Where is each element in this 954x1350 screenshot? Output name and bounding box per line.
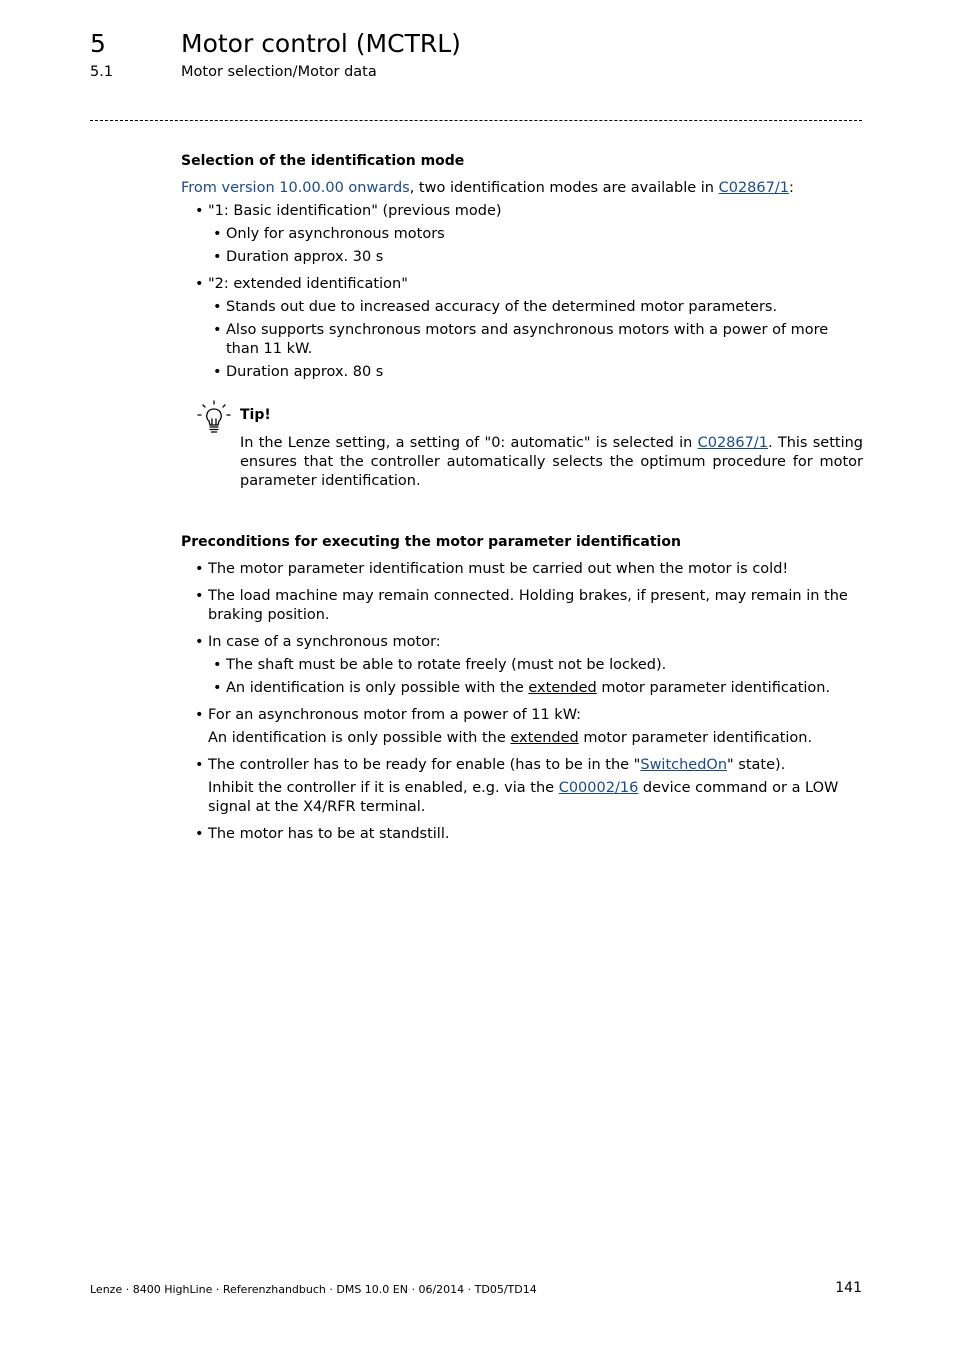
list-item: • Also supports synchronous motors and asynchronous motors with a power of more than 11 kW.	[208, 321, 863, 359]
lightbulb-icon	[197, 400, 231, 434]
preconditions-list	[181, 560, 863, 844]
list-item: • Duration approx. 30 s	[208, 248, 863, 267]
mode1-label: • "1: Basic identification" (previous mode)	[208, 203, 502, 219]
list-item: • For an asynchronous motor from a power of 11 kW: An identification is only possible with the extended motor parameter identification.	[181, 706, 863, 748]
list-item: • An identification is only possible with the extended motor parameter identification.	[208, 679, 863, 698]
c02867-link[interactable]: C02867/1	[718, 180, 789, 196]
identification-mode-list	[181, 202, 863, 382]
intro-colon: :	[788, 180, 794, 196]
c02867-link[interactable]: C02867/1	[697, 435, 768, 451]
list-item: • Stands out due to increased accuracy of the determined motor parameters.	[208, 298, 863, 317]
extended-underline: extended	[510, 730, 579, 746]
list-item: • Duration approx. 80 s	[208, 363, 863, 382]
intro-text: , two identification modes are available in	[409, 180, 719, 196]
tip-box	[181, 406, 863, 491]
identification-mode-heading: Selection of the identification mode	[181, 153, 465, 169]
list-item: • The motor has to be at standstill.	[181, 825, 863, 844]
list-item	[181, 633, 863, 698]
section-title: Motor selection/Motor data	[181, 64, 377, 80]
chapter-number: 5	[90, 29, 106, 58]
synchronous-motor-label: • In case of a synchronous motor:	[208, 634, 441, 650]
list-item: • The shaft must be able to rotate freely (must not be locked).	[208, 656, 863, 675]
page-number: 141	[835, 1280, 862, 1296]
extended-underline: extended	[528, 680, 597, 696]
list-item	[181, 202, 863, 267]
version-link[interactable]: From version 10.00.00 onwards	[181, 180, 410, 196]
page-content	[181, 152, 863, 844]
chapter-title: Motor control (MCTRL)	[181, 29, 461, 58]
footer-doc-info: Lenze · 8400 HighLine · Referenzhandbuch · DMS 10.0 EN · 06/2014 · TD05/TD14	[90, 1283, 537, 1296]
mode2-label: • "2: extended identification"	[208, 276, 408, 292]
tip-title: Tip!	[240, 407, 271, 423]
section-number: 5.1	[90, 64, 114, 80]
list-item	[181, 275, 863, 382]
list-item: • The controller has to be ready for enable (has to be in the "SwitchedOn" state). Inhibit the controller if it is enabled, e.g. via the C00002/16 device command or a LOW signal at the X4/RFR terminal.	[181, 756, 863, 817]
list-item: • Only for asynchronous motors	[208, 225, 863, 244]
list-item: • The load machine may remain connected. Holding brakes, if present, may remain in the braking position.	[181, 587, 863, 625]
tip-text: In the Lenze setting, a setting of "0: automatic" is selected in C02867/1. This setting ensures that the controller automatically selects the optimum procedure for motor parameter identification.	[240, 435, 863, 489]
header-divider	[90, 120, 862, 121]
identification-mode-intro	[181, 179, 863, 198]
preconditions-heading: Preconditions for executing the motor parameter identification	[181, 534, 681, 550]
switchedon-link[interactable]: SwitchedOn	[640, 757, 728, 773]
c00002-link[interactable]: C00002/16	[558, 780, 639, 796]
list-item: • The motor parameter identification must be carried out when the motor is cold!	[181, 560, 863, 579]
